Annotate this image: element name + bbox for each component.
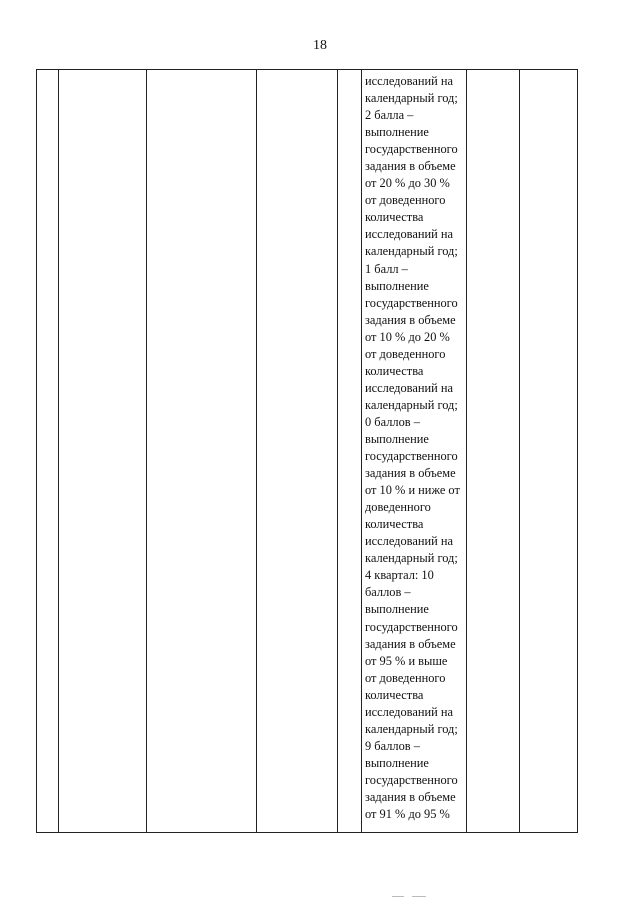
criteria-text-line: от 91 % до 95 %	[365, 807, 450, 822]
criteria-text-line: доведенного	[365, 500, 431, 515]
table-cell-indicator	[59, 70, 147, 833]
criteria-text-line: государственного	[365, 142, 458, 157]
scan-artifact	[392, 896, 404, 897]
criteria-text-line: исследований на	[365, 227, 453, 242]
criteria-text-line: государственного	[365, 619, 458, 634]
scan-artifact	[412, 896, 426, 897]
criteria-text-line: задания в объеме	[365, 466, 456, 481]
criteria-text-line: от доведенного	[365, 670, 446, 685]
criteria-text-line: выполнение	[365, 431, 429, 446]
criteria-text-line: от 95 % и выше	[365, 653, 448, 668]
criteria-text-line: количества	[365, 687, 424, 702]
criteria-text-line: календарный год;	[365, 244, 458, 259]
criteria-text-line: 1 балл –	[365, 261, 408, 276]
table-cell-source	[257, 70, 338, 833]
criteria-text-line: от доведенного	[365, 193, 446, 208]
criteria-text-line: количества	[365, 210, 424, 225]
table-cell-score	[467, 70, 520, 833]
criteria-text-line: исследований на	[365, 704, 453, 719]
criteria-table	[36, 69, 578, 833]
table-cell-number	[37, 70, 59, 833]
criteria-text-line: 0 баллов –	[365, 414, 420, 429]
criteria-text-line: календарный год;	[365, 551, 458, 566]
criteria-text-line: задания в объеме	[365, 159, 456, 174]
page-number: 18	[313, 38, 327, 53]
criteria-text-line: выполнение	[365, 755, 429, 770]
criteria-text-line: государственного	[365, 772, 458, 787]
criteria-text-line: 9 баллов –	[365, 738, 420, 753]
criteria-text-line: баллов –	[365, 585, 411, 600]
criteria-text-line: от 20 % до 30 %	[365, 176, 450, 191]
criteria-text-line: календарный год;	[365, 721, 458, 736]
criteria-text-line: 4 квартал: 10	[365, 568, 434, 583]
criteria-text-line: от 10 % и ниже от	[365, 483, 460, 498]
criteria-text-line: выполнение	[365, 125, 429, 140]
table-cell-scoring-criteria	[362, 70, 467, 833]
criteria-text-line: количества	[365, 363, 424, 378]
criteria-text-line: государственного	[365, 449, 458, 464]
table-cell-narrow	[338, 70, 362, 833]
criteria-text-line: календарный год;	[365, 397, 458, 412]
criteria-text-line: задания в объеме	[365, 312, 456, 327]
table-cell-description	[147, 70, 257, 833]
criteria-text-line: календарный год;	[365, 91, 458, 106]
table-cell-notes	[520, 70, 578, 833]
criteria-text-line: государственного	[365, 295, 458, 310]
criteria-text-line: выполнение	[365, 278, 429, 293]
criteria-text-line: выполнение	[365, 602, 429, 617]
criteria-text-line: от 10 % до 20 %	[365, 329, 450, 344]
criteria-text-line: исследований на	[365, 534, 453, 549]
criteria-text-line: задания в объеме	[365, 636, 456, 651]
criteria-text-line: исследований на	[365, 380, 453, 395]
criteria-text-line: исследований на	[365, 74, 453, 88]
criteria-text-line: от доведенного	[365, 346, 446, 361]
criteria-text-line: количества	[365, 517, 424, 532]
scoring-criteria-text	[365, 73, 464, 823]
table-row	[37, 70, 578, 833]
criteria-text-line: 2 балла –	[365, 108, 414, 123]
criteria-text-line: задания в объеме	[365, 789, 456, 804]
